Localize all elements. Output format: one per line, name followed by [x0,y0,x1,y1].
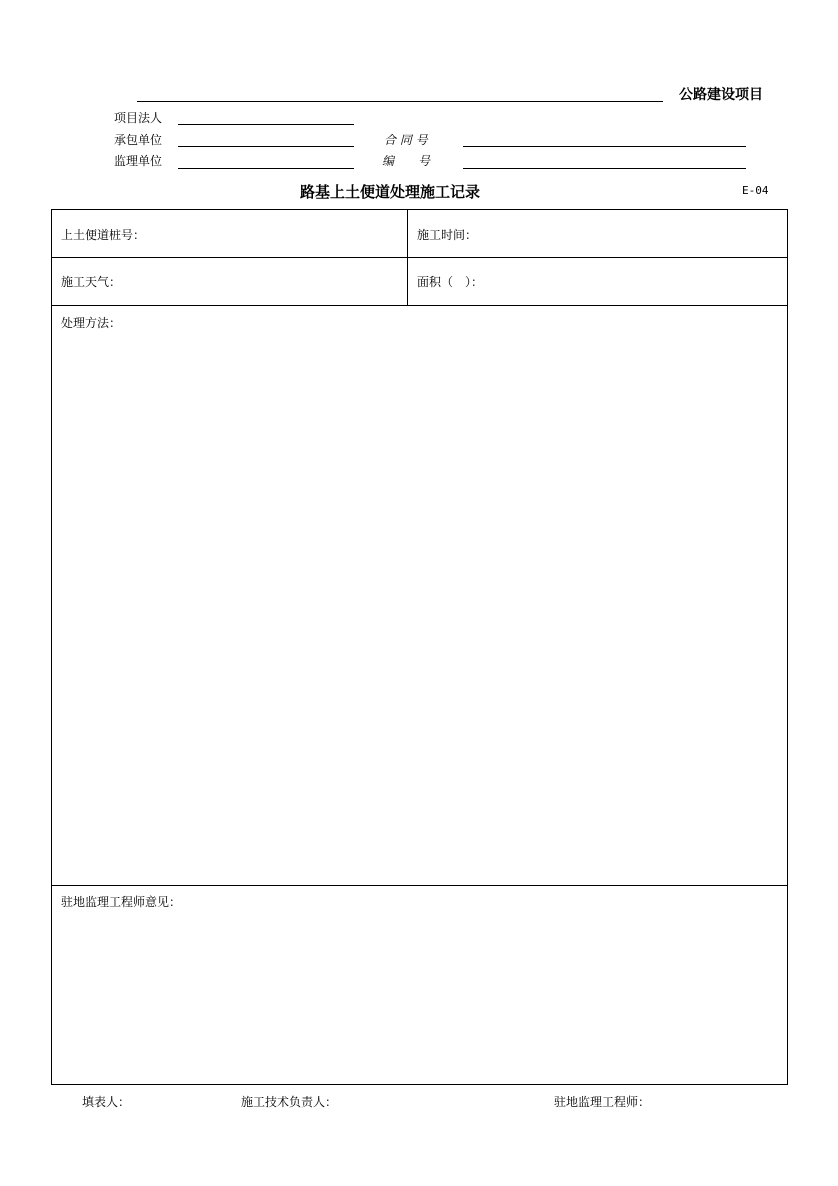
filler-label: 填表人： [82,1095,131,1109]
form-code: E-04 [742,184,769,197]
area-label: 面积（ ）： [417,275,484,289]
serial-no-field[interactable] [463,168,746,169]
row-divider [52,257,787,258]
contract-no-field[interactable] [463,146,746,147]
project-title: 公路建设项目 [679,87,763,103]
tech-lead-label: 施工技术负责人： [241,1095,338,1109]
engineer-opinion-field[interactable] [61,913,776,1073]
project-name-line[interactable] [137,101,663,102]
row-divider [52,885,787,886]
document-title: 路基上土便道处理施工记录 [299,183,480,201]
engineer-opinion-label: 驻地监理工程师意见： [61,895,182,909]
contractor-field[interactable] [178,146,354,147]
weather-field[interactable] [132,266,402,298]
project-owner-field[interactable] [178,124,354,125]
supervisor-label: 监理单位 [114,154,163,168]
station-field[interactable] [152,218,402,250]
serial-no-label: 编 号 [382,154,431,168]
method-label: 处理方法： [61,316,122,330]
method-field[interactable] [61,334,776,874]
project-owner-label: 项目法人 [114,111,163,125]
area-field[interactable] [502,266,782,298]
contract-no-label: 合 同 号 [384,133,428,147]
supervisor-field[interactable] [178,168,354,169]
construction-time-label: 施工时间： [417,228,478,242]
station-label: 上土便道桩号： [61,228,146,242]
row-divider [52,305,787,306]
column-divider [407,210,408,306]
weather-label: 施工天气： [61,275,122,289]
record-table [51,209,788,1085]
contractor-label: 承包单位 [114,133,163,147]
construction-time-field[interactable] [482,218,782,250]
engineer-label: 驻地监理工程师： [554,1095,651,1109]
